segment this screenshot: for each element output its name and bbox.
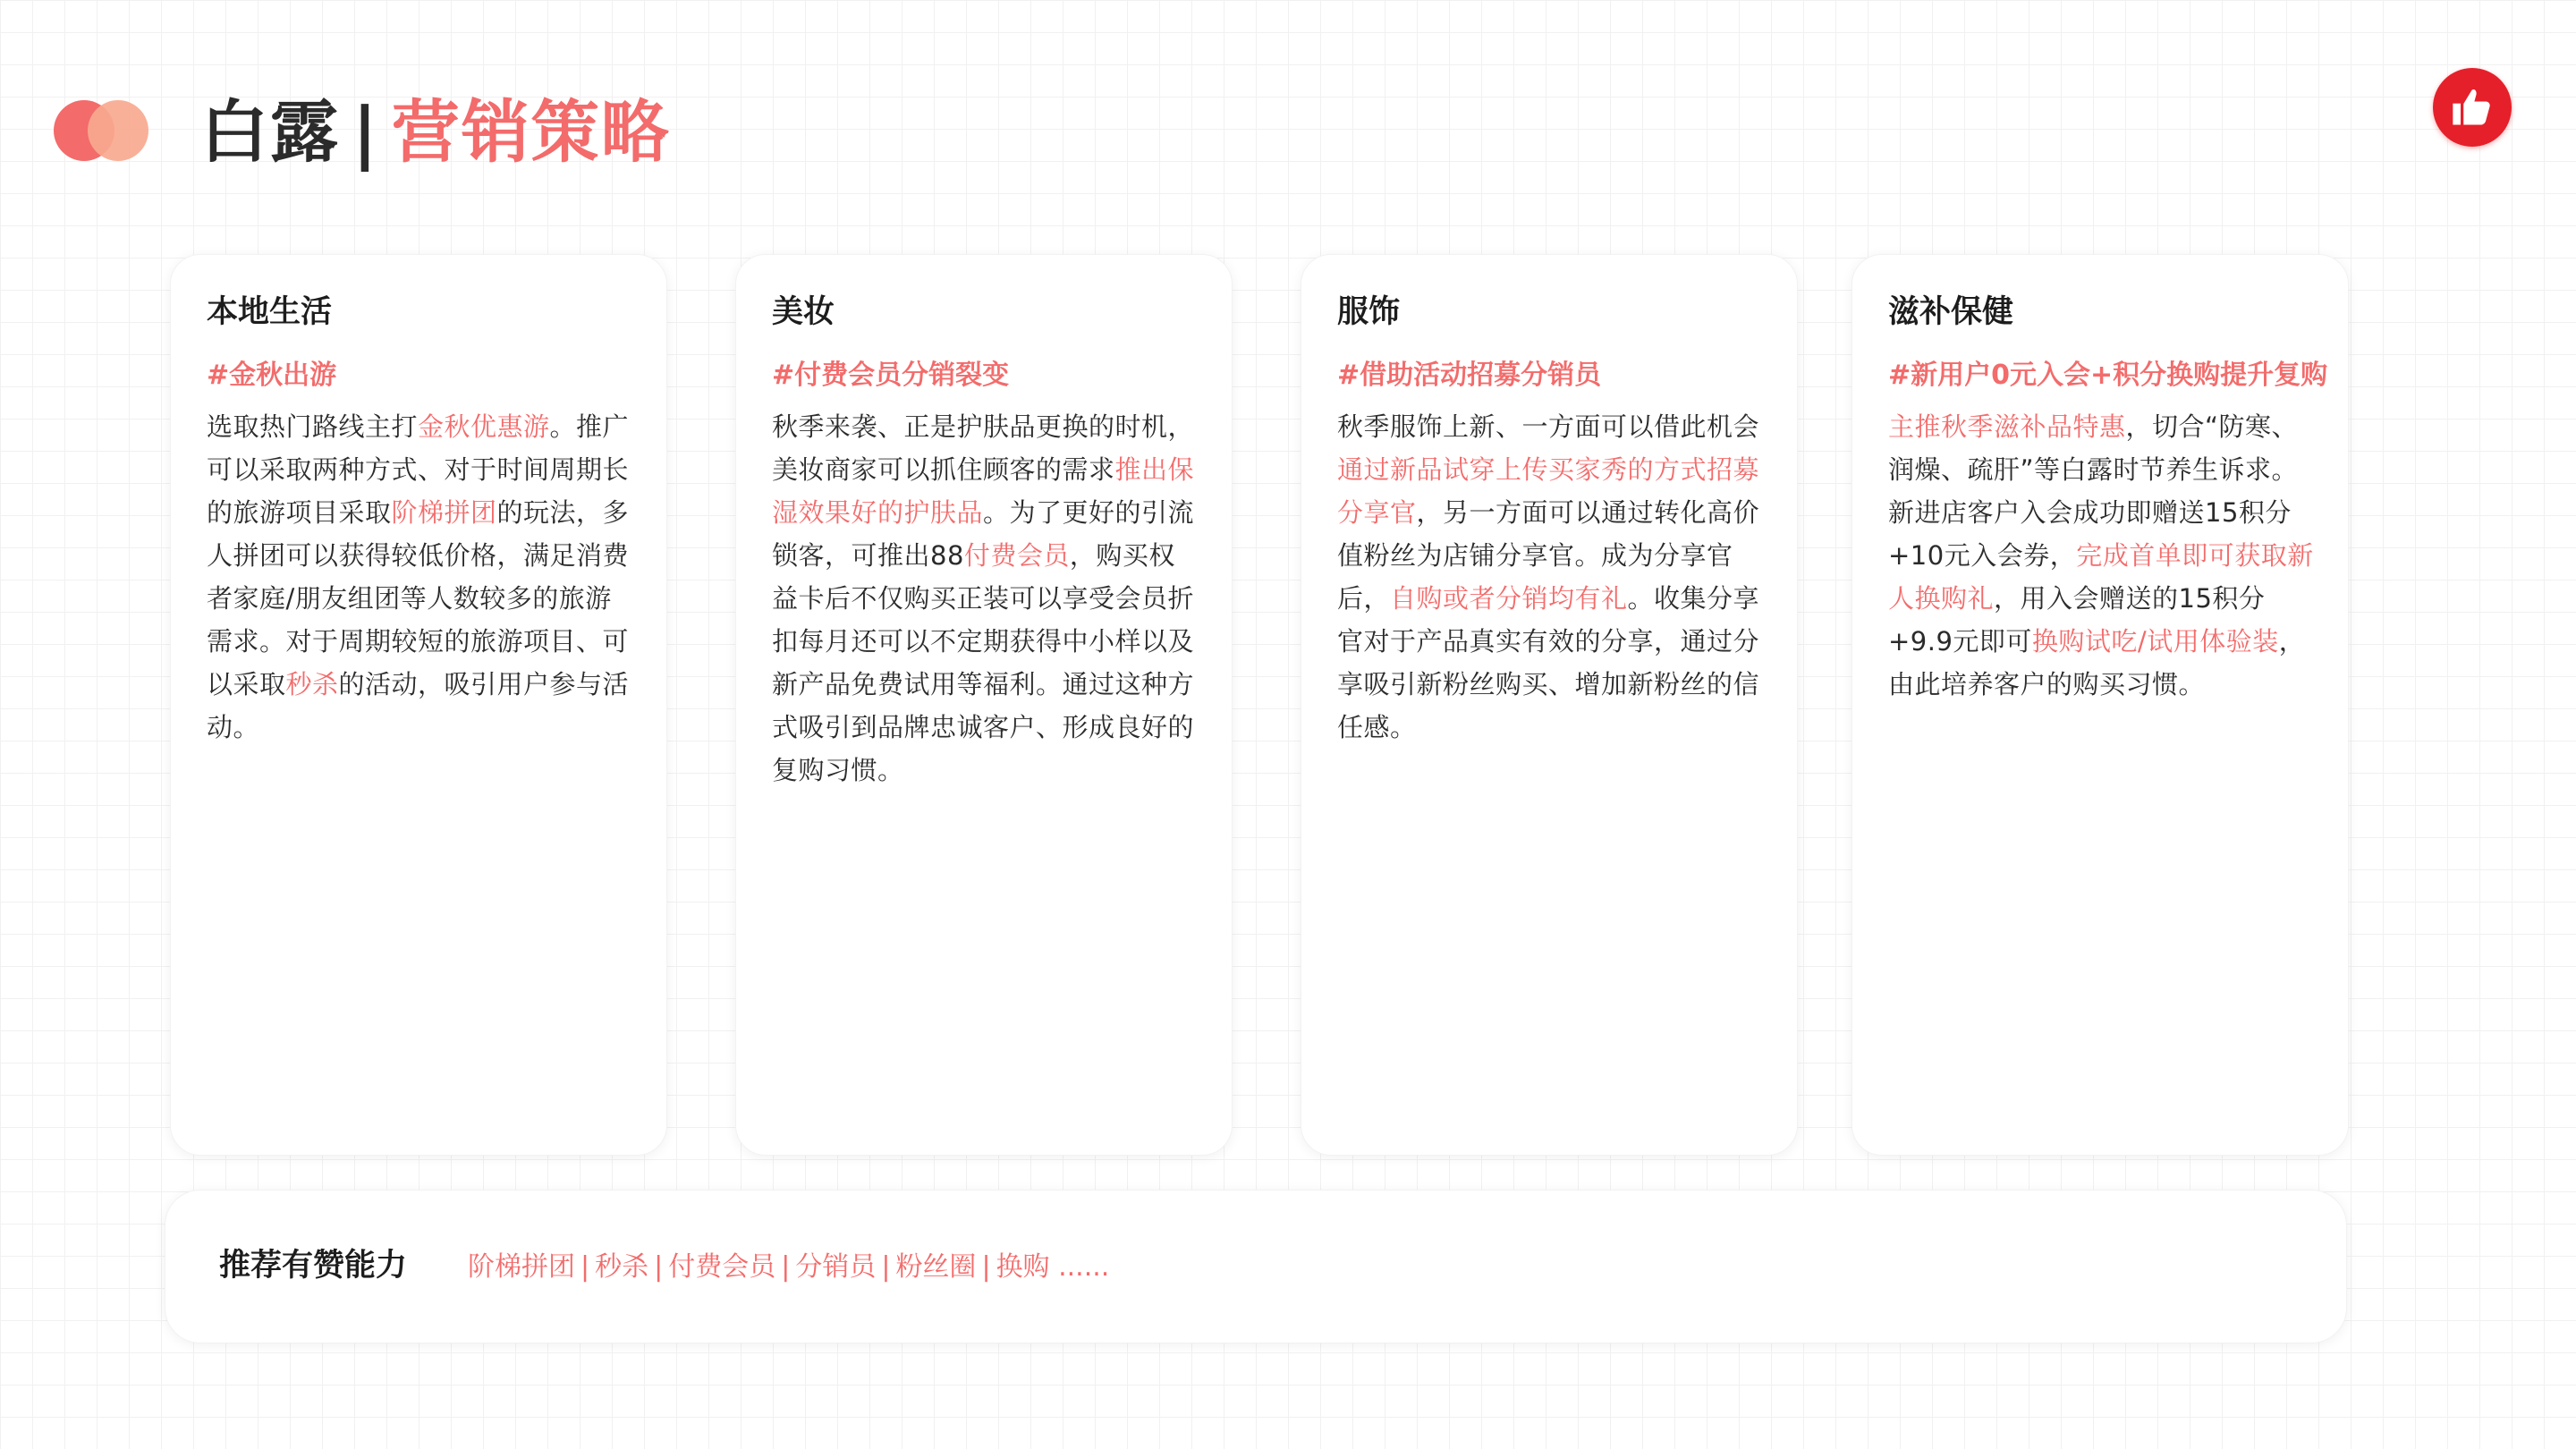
card-body-text: 。收集分享官对于产品真实有效的分享，通过分享吸引新粉丝购买、增加新粉丝的信任感。 xyxy=(1337,583,1760,742)
card-tag: #借助活动招募分销员 xyxy=(1337,360,1602,391)
capability-item: 分销员 xyxy=(795,1251,877,1283)
brand-dots-logo xyxy=(54,100,152,163)
page-title xyxy=(200,88,671,177)
card-body-text: 。推广可以采取两种方式、对于时间周期长的旅游项目采取 xyxy=(207,411,630,528)
card-highlight-text: 金秋优惠游 xyxy=(418,411,550,442)
page-title-accent: 营销策略 xyxy=(391,92,671,172)
card-title: 滋补保健 xyxy=(1888,294,2014,330)
card-apparel xyxy=(1301,254,1798,1156)
card-body-text: 。为了更好的引流锁客，可推出88 xyxy=(772,497,1195,571)
card-body-text: ，另一方面可以通过转化高价值粉丝为店铺分享官。成为分享官后， xyxy=(1337,497,1760,614)
card-highlight-text: 通过新品试穿上传买家秀的方式招募分享官 xyxy=(1337,454,1760,528)
capability-separator: | xyxy=(781,1251,791,1283)
card-title: 本地生活 xyxy=(207,294,333,330)
card-tag: #金秋出游 xyxy=(207,360,337,391)
card-title: 服饰 xyxy=(1337,294,1401,330)
brand-dot-secondary xyxy=(88,100,148,161)
card-body-text: ，由此培养客户的购买习惯。 xyxy=(1888,626,2306,699)
card-body-text: ，切合“防寒、润燥、疏肝”等白露时节养生诉求。新进店客户入会成功即赠送15积分+10元入会券， xyxy=(1888,411,2299,571)
capability-item: 付费会员 xyxy=(668,1251,776,1283)
thumbs-up-icon xyxy=(2449,84,2496,131)
card-body-text: 秋季服饰上新、一方面可以借此机会 xyxy=(1337,411,1760,442)
card-body-text: 秋季来袭、正是护肤品更换的时机，美妆商家可以抓住顾客的需求 xyxy=(772,411,1195,485)
card-tag: #付费会员分销裂变 xyxy=(772,360,1010,391)
card-highlight-text: 秒杀 xyxy=(285,669,339,699)
page-title-separator: | xyxy=(352,92,379,172)
card-highlight-text: 推出保湿效果好的护肤品 xyxy=(772,454,1195,528)
thumbs-up-badge[interactable] xyxy=(2433,68,2512,147)
footer-label: 推荐有赞能力 xyxy=(219,1248,408,1284)
capability-item: 阶梯拼团 xyxy=(468,1251,575,1283)
card-body-text: 的活动，吸引用户参与活动。 xyxy=(207,669,630,742)
card-body xyxy=(772,405,1199,792)
card-highlight-text: 主推秋季滋补品特惠 xyxy=(1888,411,2126,442)
card-highlight-text: 阶梯拼团 xyxy=(391,497,497,528)
card-health xyxy=(1852,254,2349,1156)
card-body xyxy=(207,405,634,749)
card-body-text: ，用入会赠送的15积分+9.9元即可 xyxy=(1888,583,2266,657)
capability-separator: | xyxy=(881,1251,891,1283)
capability-separator: | xyxy=(654,1251,664,1283)
card-body-text: ，购买权益卡后不仅购买正装可以享受会员折扣每月还可以不定期获得中小样以及新产品免费试用等福利。通过这种方式吸引到品牌忠诚客户、形成良好的复购习惯。 xyxy=(772,540,1195,785)
card-beauty xyxy=(735,254,1233,1156)
card-highlight-text: 自购或者分销均有礼 xyxy=(1390,583,1628,614)
capability-item: 换购 ...... xyxy=(996,1251,1110,1283)
capability-separator: | xyxy=(981,1251,991,1283)
card-local-life xyxy=(170,254,667,1156)
page-title-main: 白露 xyxy=(200,92,340,172)
card-body-text: 的玩法，多人拼团可以获得较低价格，满足消费者家庭/朋友组团等人数较多的旅游需求。对于周期较短的旅游项目、可以采取 xyxy=(207,497,630,699)
capability-separator: | xyxy=(580,1251,590,1283)
card-body xyxy=(1888,405,2316,706)
card-highlight-text: 付费会员 xyxy=(963,540,1070,571)
card-body xyxy=(1337,405,1765,749)
capability-item: 粉丝圈 xyxy=(895,1251,977,1283)
recommended-capabilities-bar xyxy=(165,1190,2347,1343)
card-highlight-text: 完成首单即可获取新人换购礼 xyxy=(1888,540,2314,614)
card-body-text: 选取热门路线主打 xyxy=(207,411,419,442)
card-highlight-text: 换购试吃/试用体验装 xyxy=(2031,626,2279,657)
capability-list xyxy=(468,1241,1109,1294)
card-title: 美妆 xyxy=(772,294,835,330)
capability-item: 秒杀 xyxy=(595,1251,649,1283)
card-tag: #新用户0元入会+积分换购提升复购 xyxy=(1888,360,2328,391)
